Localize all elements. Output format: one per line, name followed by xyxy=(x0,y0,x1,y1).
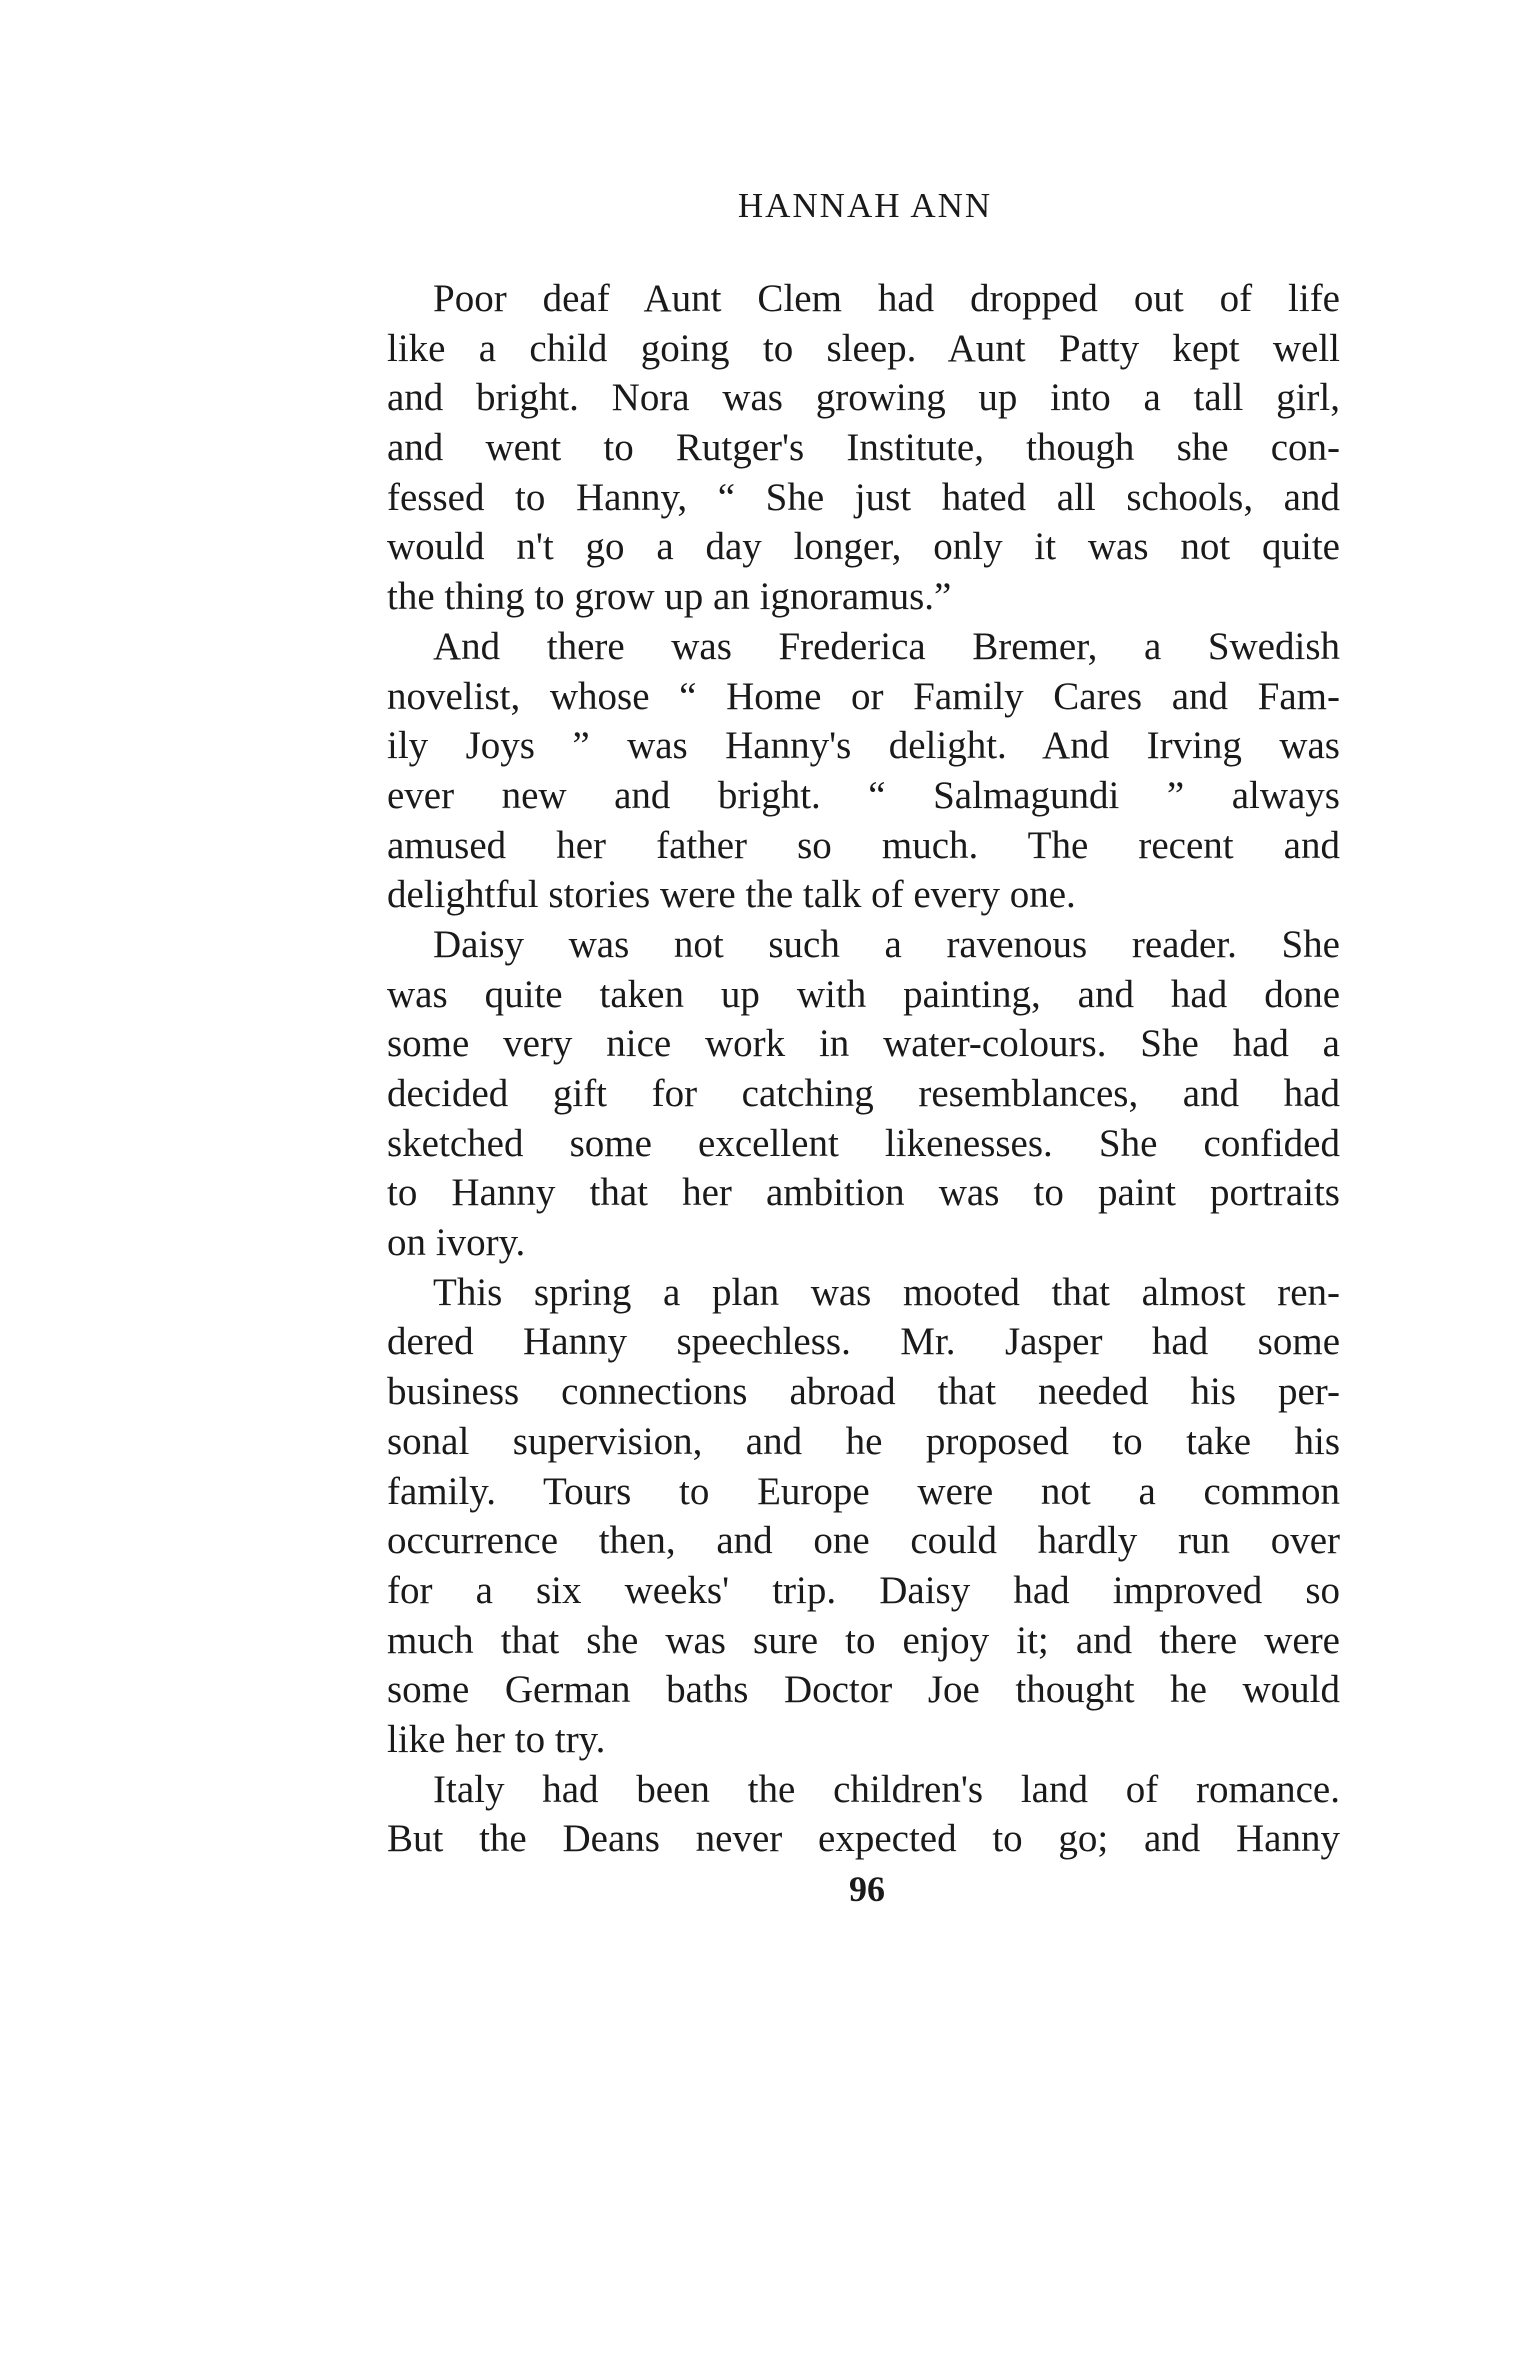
text-line: ily Joys ” was Hanny's delight. And Irving was xyxy=(387,724,1340,768)
text-line: delightful stories were the talk of every one. xyxy=(387,873,1076,917)
text-line: business connections abroad that needed his per- xyxy=(387,1370,1340,1414)
text-line: This spring a plan was mooted that almost ren- xyxy=(433,1270,1340,1314)
text-line: the thing to grow up an ignoramus.” xyxy=(387,575,952,619)
text-line: fessed to Hanny, “ She just hated all schools, and xyxy=(387,475,1340,519)
text-line: Daisy was not such a ravenous reader. She xyxy=(433,922,1340,966)
text-line: Poor deaf Aunt Clem had dropped out of life xyxy=(433,277,1340,320)
text-line: occurrence then, and one could hardly run over xyxy=(387,1519,1340,1563)
text-line: and bright. Nora was growing up into a tall girl, xyxy=(387,376,1340,420)
text-line: much that she was sure to enjoy it; and there were xyxy=(387,1618,1340,1662)
text-line: to Hanny that her ambition was to paint portraits xyxy=(387,1171,1340,1215)
text-line: ever new and bright. “ Salmagundi ” always xyxy=(387,773,1340,817)
text-line: was quite taken up with painting, and had done xyxy=(387,972,1340,1016)
text-line: sonal supervision, and he proposed to take his xyxy=(387,1419,1340,1463)
text-line: And there was Frederica Bremer, a Swedish xyxy=(433,624,1340,668)
text-line: and went to Rutger's Institute, though she con- xyxy=(387,426,1340,470)
running-head: HANNAH ANN xyxy=(737,186,993,225)
text-line: family. Tours to Europe were not a common xyxy=(387,1469,1340,1513)
text-line: for a six weeks' trip. Daisy had improved so xyxy=(387,1568,1340,1612)
text-line: But the Deans never expected to go; and Hanny xyxy=(387,1817,1340,1861)
text-line: like her to try. xyxy=(387,1717,606,1761)
text-line: like a child going to sleep. Aunt Patty kept well xyxy=(387,326,1340,370)
text-line: decided gift for catching resemblances, and had xyxy=(387,1072,1340,1115)
text-line: sketched some excellent likenesses. She confided xyxy=(387,1121,1340,1165)
text-line: some very nice work in water-colours. She had a xyxy=(387,1022,1340,1066)
page-number: 96 xyxy=(849,1869,885,1909)
text-line: Italy had been the children's land of romance. xyxy=(433,1767,1340,1811)
text-line: some German baths Doctor Joe thought he would xyxy=(387,1668,1340,1712)
text-line: novelist, whose “ Home or Family Cares and Fam- xyxy=(387,674,1340,718)
text-line: amused her father so much. The recent and xyxy=(387,823,1340,867)
body-text xyxy=(387,274,1340,1864)
text-line: would n't go a day longer, only it was not quite xyxy=(387,525,1340,569)
text-line: dered Hanny speechless. Mr. Jasper had some xyxy=(387,1320,1340,1364)
text-line: on ivory. xyxy=(387,1221,526,1265)
